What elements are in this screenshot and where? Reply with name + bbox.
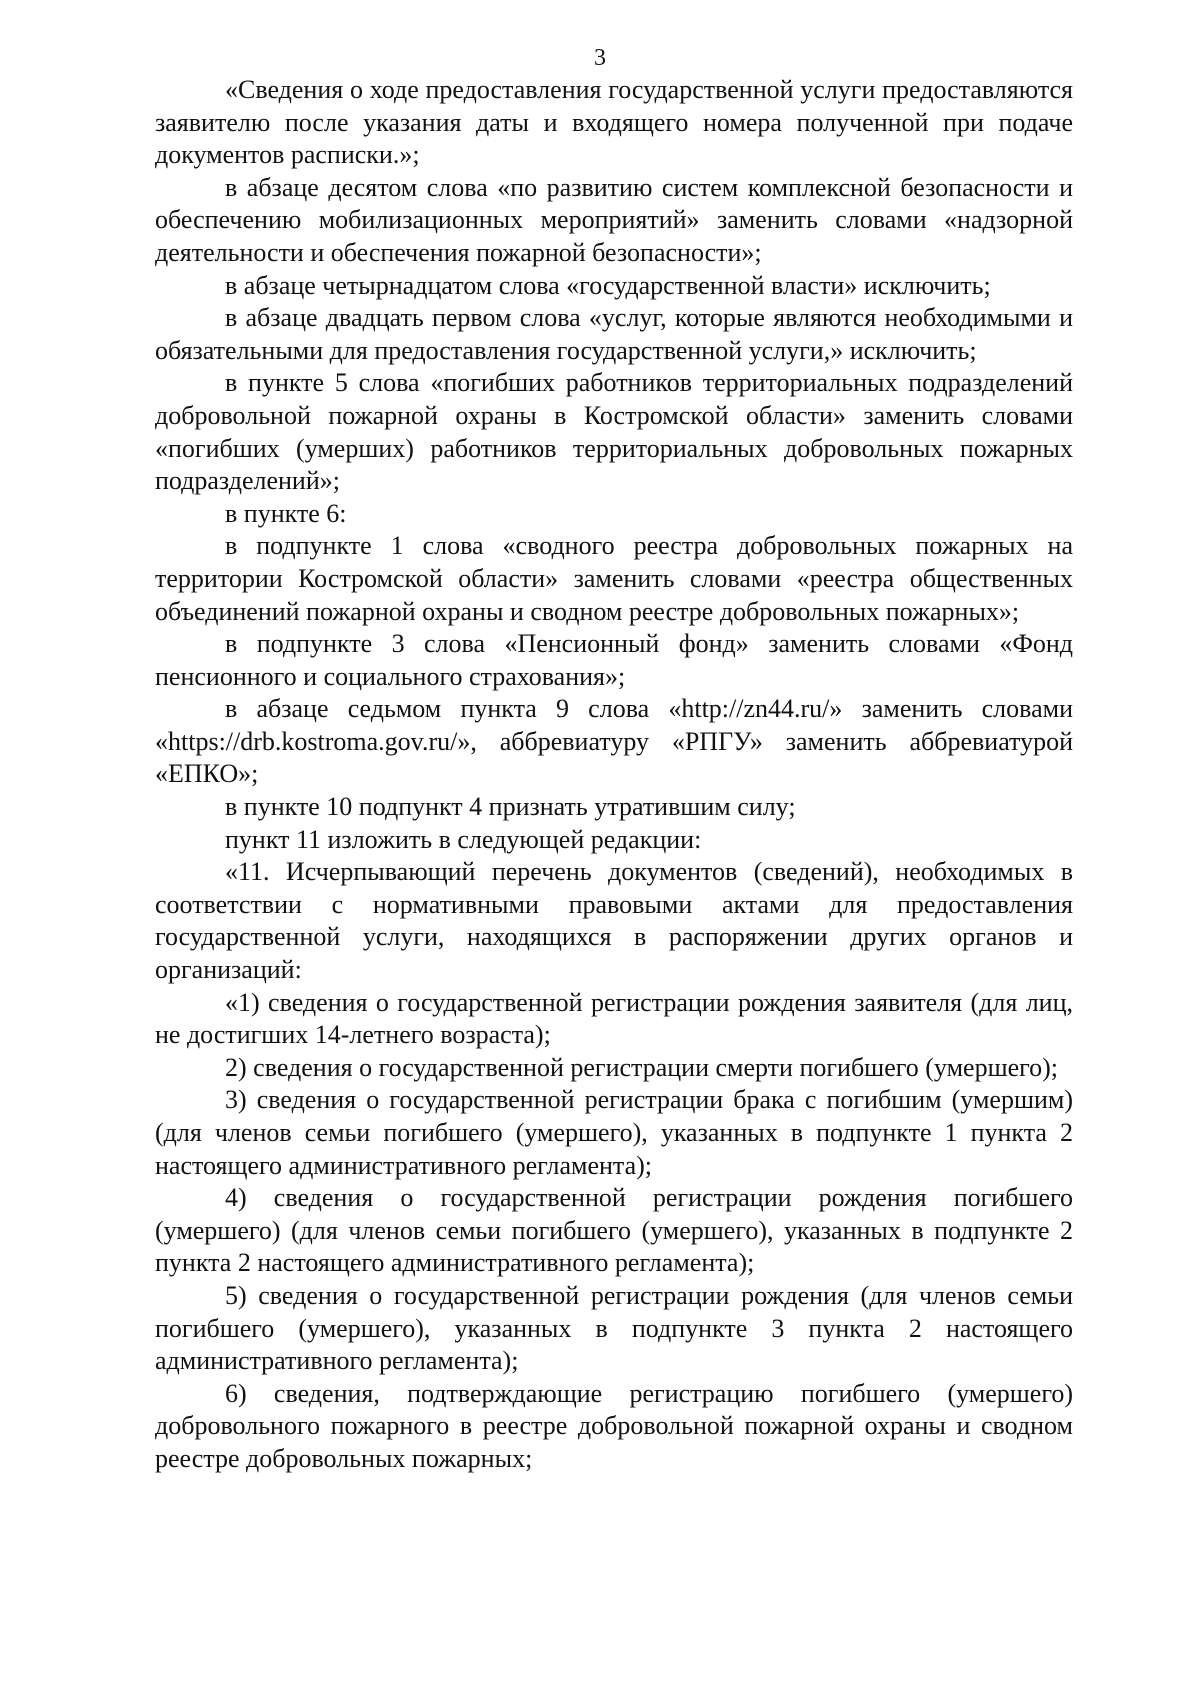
paragraph: в абзаце двадцать первом слова «услуг, которые являются необходимыми и обязательными для предоставления государственной услуги,» исключить; xyxy=(155,303,1073,365)
paragraph: в пункте 10 подпункт 4 признать утратившим силу; xyxy=(225,792,796,822)
paragraph: пункт 11 изложить в следующей редакции: xyxy=(225,824,702,854)
paragraph: 6) сведения, подтверждающие регистрацию погибшего (умершего) добровольного пожарного в реестре добровольной пожарной охраны и сводном реестре добровольных пожарных; xyxy=(155,1378,1073,1473)
page-number: 3 xyxy=(594,45,606,71)
paragraph: «11. Исчерпывающий перечень документов (сведений), необходимых в соответствии с нормативными правовыми актами для предоставления государственной услуги, находящихся в распоряжении других органов и организаций: xyxy=(155,857,1073,985)
paragraph: «Сведения о ходе предоставления государственной услуги предоставляются заявителю после указания даты и входящего номера полученной при подаче документов расписки.»; xyxy=(155,75,1073,170)
paragraph: в абзаце десятом слова «по развитию систем комплексной безопасности и обеспечению мобилизационных мероприятий» заменить словами «надзорной деятельности и обеспечения пожарной безопасности»; xyxy=(155,172,1073,267)
document-body xyxy=(155,74,1073,1476)
paragraph: в абзаце седьмом пункта 9 слова «http://zn44.ru/» заменить словами «https://drb.kostroma.gov.ru/», аббревиатуру «РПГУ» заменить аббревиатурой «ЕПКО»; xyxy=(155,694,1073,789)
paragraph: 4) сведения о государственной регистрации рождения погибшего (умершего) (для членов семьи погибшего (умершего), указанных в подпункте 2 пункта 2 настоящего административного регламента); xyxy=(155,1183,1073,1278)
paragraph: «1) сведения о государственной регистрации рождения заявителя (для лиц, не достигших 14-летнего возраста); xyxy=(155,987,1073,1050)
paragraph: 5) сведения о государственной регистрации рождения (для членов семьи погибшего (умершего), указанных в подпункте 3 пункта 2 настоящего административного регламента); xyxy=(155,1280,1073,1376)
paragraph: в пункте 5 слова «погибших работников территориальных подразделений добровольной пожарной охраны в Костромской области» заменить словами «погибших (умерших) работников территориальных добровольных пожарных подразделений»; xyxy=(155,368,1073,496)
paragraph: в пункте 6: xyxy=(225,498,347,528)
paragraph: в абзаце четырнадцатом слова «государственной власти» исключить; xyxy=(225,270,991,300)
paragraph: 3) сведения о государственной регистрации брака с погибшим (умершим) (для членов семьи погибшего (умершего), указанных в подпункте 1 пункта 2 настоящего административного регламента); xyxy=(155,1085,1073,1180)
paragraph: 2) сведения о государственной регистрации смерти погибшего (умершего); xyxy=(225,1052,1059,1082)
paragraph: в подпункте 1 слова «сводного реестра добровольных пожарных на территории Костромской области» заменить словами «реестра общественных объединений пожарной охраны и сводном реестре добровольных пожарных»; xyxy=(155,531,1073,626)
paragraph: в подпункте 3 слова «Пенсионный фонд» заменить словами «Фонд пенсионного и социального страхования»; xyxy=(155,629,1073,691)
